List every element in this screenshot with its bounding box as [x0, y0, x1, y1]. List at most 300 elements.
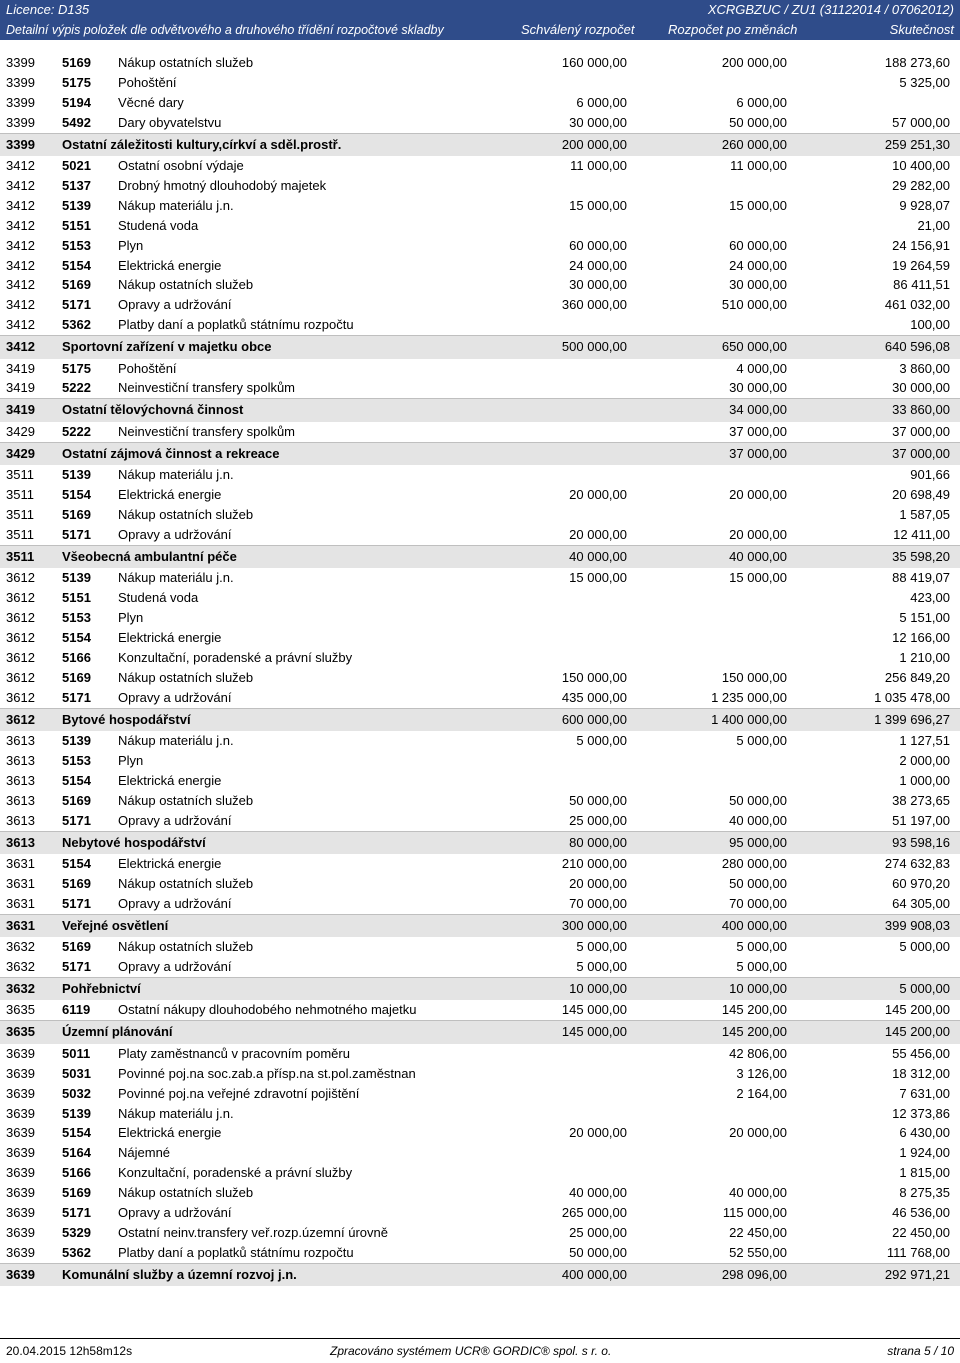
- budget-after-changes-cell: 260 000,00: [721, 136, 787, 152]
- actual-cell: 5 000,00: [899, 939, 950, 955]
- actual-cell: 35 598,20: [892, 548, 950, 564]
- column-header-after-changes: Rozpočet po změnách: [668, 22, 798, 37]
- print-date: 20.04.2015 12h58m12s: [6, 1344, 133, 1358]
- item-name-cell: Nákup ostatních služeb: [118, 507, 254, 523]
- paragraf-cell: 3412: [6, 197, 35, 213]
- item-name-cell: Ostatní osobní výdaje: [118, 158, 244, 174]
- polozka-cell: 5171: [62, 959, 91, 975]
- actual-cell: 64 305,00: [892, 895, 950, 911]
- paragraf-cell: 3639: [6, 1165, 35, 1181]
- table-row: [0, 1084, 960, 1104]
- polozka-cell: 5169: [62, 1185, 91, 1201]
- polozka-cell: 5175: [62, 74, 91, 90]
- budget-after-changes-cell: 298 096,00: [721, 1266, 787, 1282]
- polozka-cell: 5171: [62, 526, 91, 542]
- actual-cell: 2 000,00: [899, 752, 950, 768]
- item-name-cell: Nákup materiálu j.n.: [118, 197, 234, 213]
- paragraf-cell: 3613: [6, 792, 35, 808]
- paragraf-cell: 3632: [6, 959, 35, 975]
- item-name-cell: Opravy a udržování: [118, 689, 232, 705]
- polozka-cell: 5362: [62, 1244, 91, 1260]
- actual-cell: 399 908,03: [884, 917, 950, 933]
- item-name-cell: Elektrická energie: [118, 257, 222, 273]
- budget-after-changes-cell: 6 000,00: [736, 94, 787, 110]
- table-row: [0, 1143, 960, 1163]
- item-name-cell: Platby daní a poplatků státnímu rozpočtu: [118, 1244, 354, 1260]
- polozka-cell: 5021: [62, 158, 91, 174]
- polozka-cell: 5139: [62, 1105, 91, 1121]
- subtotal-row: [0, 708, 960, 732]
- actual-cell: 5 000,00: [899, 980, 950, 996]
- item-name-cell: Plyn: [118, 610, 144, 626]
- item-name-cell: Nákup ostatních služeb: [118, 1185, 254, 1201]
- table-row: [0, 505, 960, 525]
- polozka-cell: 5362: [62, 317, 91, 333]
- approved-budget-cell: 20 000,00: [569, 875, 627, 891]
- actual-cell: 37 000,00: [892, 423, 950, 439]
- budget-after-changes-cell: 10 000,00: [729, 980, 787, 996]
- report-footer: [0, 1338, 960, 1363]
- paragraf-cell: 3412: [6, 339, 35, 355]
- paragraf-cell: 3639: [6, 1185, 35, 1201]
- actual-cell: 256 849,20: [884, 669, 950, 685]
- actual-cell: 86 411,51: [893, 277, 950, 293]
- actual-cell: 9 928,07: [899, 197, 950, 213]
- item-name-cell: Konzultační, poradenské a právní služby: [118, 1165, 353, 1181]
- actual-cell: 30 000,00: [892, 380, 950, 396]
- actual-cell: 51 197,00: [892, 812, 950, 828]
- paragraf-cell: 3639: [6, 1065, 35, 1081]
- actual-cell: 7 631,00: [899, 1085, 950, 1101]
- paragraf-cell: 3419: [6, 380, 35, 396]
- polozka-cell: 5154: [62, 629, 91, 645]
- polozka-cell: 5169: [62, 875, 91, 891]
- actual-cell: 461 032,00: [884, 297, 950, 313]
- budget-after-changes-cell: 5 000,00: [736, 733, 787, 749]
- polozka-cell: 5139: [62, 197, 91, 213]
- item-name-cell: Nákup ostatních služeb: [118, 792, 254, 808]
- table-row: [0, 113, 960, 133]
- subtotal-row: [0, 831, 960, 855]
- polozka-cell: 5222: [62, 380, 91, 396]
- paragraf-cell: 3419: [6, 360, 35, 376]
- table-row: [0, 568, 960, 588]
- budget-after-changes-cell: 4 000,00: [736, 360, 787, 376]
- document-id: XCRGBZUC / ZU1 (31122014 / 07062012): [707, 2, 954, 17]
- actual-cell: 10 400,00: [892, 158, 950, 174]
- item-name-cell: Studená voda: [118, 590, 199, 606]
- item-name-cell: Veřejné osvětlení: [62, 917, 169, 933]
- item-name-cell: Všeobecná ambulantní péče: [62, 548, 237, 564]
- polozka-cell: 5154: [62, 1125, 91, 1141]
- item-name-cell: Ostatní zájmová činnost a rekreace: [62, 445, 280, 461]
- item-name-cell: Ostatní záležitosti kultury,církví a sděl.prostř.: [62, 136, 342, 152]
- item-name-cell: Pohoštění: [118, 360, 177, 376]
- approved-budget-cell: 300 000,00: [561, 917, 627, 933]
- polozka-cell: 5166: [62, 649, 91, 665]
- approved-budget-cell: 20 000,00: [569, 526, 627, 542]
- table-row: [0, 771, 960, 791]
- paragraf-cell: 3635: [6, 1002, 35, 1018]
- item-name-cell: Opravy a udržování: [118, 895, 232, 911]
- table-row: [0, 359, 960, 379]
- budget-after-changes-cell: 1 400 000,00: [711, 711, 787, 727]
- item-name-cell: Opravy a udržování: [118, 297, 232, 313]
- actual-cell: 1 210,00: [899, 649, 950, 665]
- table-row: [0, 1044, 960, 1064]
- actual-cell: 145 200,00: [884, 1002, 950, 1018]
- polozka-cell: 5154: [62, 487, 91, 503]
- item-name-cell: Nákup ostatních služeb: [118, 277, 254, 293]
- polozka-cell: 5151: [62, 217, 91, 233]
- paragraf-cell: 3511: [6, 487, 34, 503]
- actual-cell: 292 971,21: [884, 1266, 950, 1282]
- polozka-cell: 5153: [62, 752, 91, 768]
- polozka-cell: 5329: [62, 1224, 91, 1240]
- actual-cell: 3 860,00: [899, 360, 950, 376]
- paragraf-cell: 3399: [6, 74, 35, 90]
- polozka-cell: 5194: [62, 94, 91, 110]
- budget-after-changes-cell: 40 000,00: [729, 812, 787, 828]
- actual-cell: 8 275,35: [899, 1185, 950, 1201]
- paragraf-cell: 3613: [6, 752, 35, 768]
- budget-after-changes-cell: 650 000,00: [721, 339, 787, 355]
- budget-after-changes-cell: 50 000,00: [729, 114, 787, 130]
- paragraf-cell: 3613: [6, 733, 35, 749]
- actual-cell: 1 127,51: [899, 733, 950, 749]
- item-name-cell: Opravy a udržování: [118, 959, 232, 975]
- subtotal-row: [0, 914, 960, 938]
- paragraf-cell: 3613: [6, 772, 35, 788]
- polozka-cell: 5137: [62, 177, 91, 193]
- paragraf-cell: 3639: [6, 1045, 35, 1061]
- budget-after-changes-cell: 60 000,00: [729, 237, 787, 253]
- paragraf-cell: 3412: [6, 277, 35, 293]
- approved-budget-cell: 50 000,00: [569, 1244, 627, 1260]
- item-name-cell: Sportovní zařízení v majetku obce: [62, 339, 272, 355]
- approved-budget-cell: 150 000,00: [561, 669, 627, 685]
- actual-cell: 1 924,00: [899, 1145, 950, 1161]
- actual-cell: 55 456,00: [892, 1045, 950, 1061]
- budget-after-changes-cell: 95 000,00: [729, 834, 787, 850]
- paragraf-cell: 3635: [6, 1024, 35, 1040]
- budget-after-changes-cell: 24 000,00: [729, 257, 787, 273]
- approved-budget-cell: 40 000,00: [569, 548, 627, 564]
- table-row: [0, 216, 960, 236]
- paragraf-cell: 3639: [6, 1105, 35, 1121]
- table-row: [0, 731, 960, 751]
- polozka-cell: 5154: [62, 856, 91, 871]
- actual-cell: 57 000,00: [892, 114, 950, 130]
- item-name-cell: Nákup materiálu j.n.: [118, 570, 234, 586]
- item-name-cell: Drobný hmotný dlouhodobý majetek: [118, 177, 327, 193]
- item-name-cell: Nákup materiálu j.n.: [118, 733, 234, 749]
- polozka-cell: 5222: [62, 423, 91, 439]
- budget-after-changes-cell: 40 000,00: [729, 1185, 787, 1201]
- actual-cell: 37 000,00: [892, 445, 950, 461]
- subtotal-row: [0, 1263, 960, 1287]
- polozka-cell: 5171: [62, 812, 91, 828]
- polozka-cell: 5169: [62, 55, 91, 70]
- actual-cell: 1 815,00: [899, 1165, 950, 1181]
- approved-budget-cell: 265 000,00: [561, 1204, 627, 1220]
- paragraf-cell: 3639: [6, 1244, 35, 1260]
- approved-budget-cell: 600 000,00: [561, 711, 627, 727]
- item-name-cell: Pohoštění: [118, 74, 177, 90]
- table-row: [0, 957, 960, 977]
- item-name-cell: Nákup ostatních služeb: [118, 669, 254, 685]
- licence-label: Licence: D135: [6, 2, 90, 17]
- paragraf-cell: 3612: [6, 570, 35, 586]
- table-row: [0, 648, 960, 668]
- approved-budget-cell: 40 000,00: [569, 1185, 627, 1201]
- polozka-cell: 5139: [62, 467, 91, 483]
- paragraf-cell: 3412: [6, 297, 35, 313]
- table-row: [0, 1183, 960, 1203]
- budget-after-changes-cell: 52 550,00: [729, 1244, 787, 1260]
- polozka-cell: 5171: [62, 689, 91, 705]
- actual-cell: 274 632,83: [884, 856, 950, 871]
- subtotal-row: [0, 545, 960, 569]
- paragraf-cell: 3399: [6, 114, 35, 130]
- item-name-cell: Studená voda: [118, 217, 199, 233]
- actual-cell: 6 430,00: [899, 1125, 950, 1141]
- approved-budget-cell: 80 000,00: [569, 834, 627, 850]
- actual-cell: 111 768,00: [886, 1244, 950, 1260]
- budget-after-changes-cell: 5 000,00: [736, 959, 787, 975]
- budget-after-changes-cell: 30 000,00: [729, 277, 787, 293]
- actual-cell: 100,00: [910, 317, 950, 333]
- table-row: [0, 937, 960, 957]
- item-name-cell: Nájemné: [118, 1145, 171, 1161]
- paragraf-cell: 3613: [6, 834, 35, 850]
- item-name-cell: Elektrická energie: [118, 856, 222, 871]
- table-row: [0, 156, 960, 176]
- item-name-cell: Platy zaměstnanců v pracovním poměru: [118, 1045, 350, 1061]
- item-name-cell: Neinvestiční transfery spolkům: [118, 380, 296, 396]
- polozka-cell: 5153: [62, 610, 91, 626]
- approved-budget-cell: 15 000,00: [569, 570, 627, 586]
- actual-cell: 29 282,00: [892, 177, 950, 193]
- item-name-cell: Komunální služby a územní rozvoj j.n.: [62, 1266, 297, 1282]
- actual-cell: 22 450,00: [892, 1224, 950, 1240]
- paragraf-cell: 3412: [6, 158, 35, 174]
- item-name-cell: Neinvestiční transfery spolkům: [118, 423, 296, 439]
- polozka-cell: 5169: [62, 669, 91, 685]
- approved-budget-cell: 70 000,00: [569, 895, 627, 911]
- table-row: [0, 295, 960, 315]
- item-name-cell: Plyn: [118, 752, 144, 768]
- polozka-cell: 5169: [62, 507, 91, 523]
- paragraf-cell: 3399: [6, 136, 35, 152]
- table-row: [0, 874, 960, 894]
- paragraf-cell: 3612: [6, 649, 35, 665]
- paragraf-cell: 3613: [6, 812, 35, 828]
- table-row: [0, 791, 960, 811]
- report-description: Detailní výpis položek dle odvětvového a druhového třídění rozpočtové skladby: [6, 23, 444, 37]
- polozka-cell: 5164: [62, 1145, 91, 1161]
- budget-after-changes-cell: 145 200,00: [721, 1024, 787, 1040]
- item-name-cell: Pohřebnictví: [62, 980, 141, 996]
- actual-cell: 46 536,00: [892, 1204, 950, 1220]
- paragraf-cell: 3511: [6, 526, 34, 542]
- actual-cell: 901,66: [910, 467, 950, 483]
- paragraf-cell: 3612: [6, 590, 35, 606]
- budget-after-changes-cell: 15 000,00: [729, 570, 787, 586]
- actual-cell: 33 860,00: [892, 402, 950, 418]
- approved-budget-cell: 145 000,00: [561, 1024, 627, 1040]
- item-name-cell: Nákup materiálu j.n.: [118, 467, 234, 483]
- budget-after-changes-cell: 1 235 000,00: [711, 689, 787, 705]
- actual-cell: 88 419,07: [892, 570, 950, 586]
- table-row: [0, 525, 960, 545]
- actual-cell: 20 698,49: [892, 487, 950, 503]
- table-row: [0, 894, 960, 914]
- actual-cell: 640 596,08: [884, 339, 950, 355]
- paragraf-cell: 3412: [6, 317, 35, 333]
- approved-budget-cell: 210 000,00: [561, 856, 627, 871]
- paragraf-cell: 3612: [6, 711, 35, 727]
- column-header-actual: Skutečnost: [889, 22, 954, 37]
- item-name-cell: Elektrická energie: [118, 629, 222, 645]
- item-name-cell: Ostatní neinv.transfery veř.rozp.územní úrovně: [118, 1224, 388, 1240]
- budget-after-changes-cell: 30 000,00: [729, 380, 787, 396]
- subtotal-row: [0, 133, 960, 157]
- actual-cell: 12 166,00: [892, 629, 950, 645]
- paragraf-cell: 3639: [6, 1204, 35, 1220]
- paragraf-cell: 3631: [6, 895, 35, 911]
- approved-budget-cell: 5 000,00: [576, 959, 627, 975]
- approved-budget-cell: 30 000,00: [569, 114, 627, 130]
- budget-after-changes-cell: 150 000,00: [721, 669, 787, 685]
- table-row: [0, 465, 960, 485]
- polozka-cell: 5151: [62, 590, 91, 606]
- paragraf-cell: 3612: [6, 629, 35, 645]
- table-row: [0, 608, 960, 628]
- table-row: [0, 1064, 960, 1084]
- budget-after-changes-cell: 115 000,00: [722, 1204, 787, 1220]
- paragraf-cell: 3632: [6, 939, 35, 955]
- paragraf-cell: 3511: [6, 507, 34, 523]
- approved-budget-cell: 435 000,00: [561, 689, 627, 705]
- actual-cell: 1 035 478,00: [874, 689, 950, 705]
- actual-cell: 259 251,30: [884, 136, 950, 152]
- paragraf-cell: 3412: [6, 237, 35, 253]
- polozka-cell: 5171: [62, 297, 91, 313]
- table-row: [0, 196, 960, 216]
- budget-after-changes-cell: 280 000,00: [721, 856, 787, 871]
- paragraf-cell: 3639: [6, 1224, 35, 1240]
- approved-budget-cell: 15 000,00: [569, 197, 627, 213]
- paragraf-cell: 3639: [6, 1085, 35, 1101]
- actual-cell: 188 273,60: [884, 55, 950, 70]
- approved-budget-cell: 400 000,00: [561, 1266, 627, 1282]
- paragraf-cell: 3612: [6, 689, 35, 705]
- approved-budget-cell: 5 000,00: [576, 939, 627, 955]
- approved-budget-cell: 145 000,00: [561, 1002, 627, 1018]
- paragraf-cell: 3639: [6, 1266, 35, 1282]
- item-name-cell: Elektrická energie: [118, 487, 222, 503]
- table-row: [0, 1163, 960, 1183]
- budget-after-changes-cell: 15 000,00: [729, 197, 787, 213]
- budget-after-changes-cell: 37 000,00: [729, 423, 787, 439]
- system-credit: Zpracováno systémem UCR® GORDIC® spol. s r. o.: [330, 1344, 612, 1358]
- polozka-cell: 5153: [62, 237, 91, 253]
- paragraf-cell: 3612: [6, 610, 35, 626]
- budget-after-changes-cell: 22 450,00: [729, 1224, 787, 1240]
- actual-cell: 12 373,86: [892, 1105, 950, 1121]
- budget-after-changes-cell: 145 200,00: [721, 1002, 787, 1018]
- table-row: [0, 53, 960, 73]
- table-row: [0, 1104, 960, 1124]
- paragraf-cell: 3631: [6, 875, 35, 891]
- item-name-cell: Ostatní tělovýchovná činnost: [62, 402, 244, 418]
- item-name-cell: Dary obyvatelstvu: [118, 114, 222, 130]
- paragraf-cell: 3511: [6, 467, 34, 483]
- approved-budget-cell: 160 000,00: [561, 55, 627, 70]
- item-name-cell: Elektrická energie: [118, 1125, 222, 1141]
- table-row: [0, 1123, 960, 1143]
- polozka-cell: 5175: [62, 360, 91, 376]
- polozka-cell: 5171: [62, 895, 91, 911]
- polozka-cell: 6119: [62, 1002, 91, 1018]
- actual-cell: 1 587,05: [899, 507, 950, 523]
- item-name-cell: Elektrická energie: [118, 772, 222, 788]
- table-row: [0, 73, 960, 93]
- approved-budget-cell: 5 000,00: [576, 733, 627, 749]
- item-name-cell: Územní plánování: [62, 1024, 173, 1040]
- table-row: [0, 378, 960, 398]
- table-row: [0, 628, 960, 648]
- polozka-cell: 5154: [62, 257, 91, 273]
- item-name-cell: Opravy a udržování: [118, 1204, 232, 1220]
- paragraf-cell: 3631: [6, 856, 35, 871]
- table-row: [0, 315, 960, 335]
- paragraf-cell: 3612: [6, 669, 35, 685]
- table-row: [0, 275, 960, 295]
- table-row: [0, 1223, 960, 1243]
- table-row: [0, 236, 960, 256]
- item-name-cell: Opravy a udržování: [118, 812, 232, 828]
- table-row: [0, 1203, 960, 1223]
- polozka-cell: 5139: [62, 570, 91, 586]
- approved-budget-cell: 30 000,00: [569, 277, 627, 293]
- approved-budget-cell: 20 000,00: [569, 487, 627, 503]
- subtotal-row: [0, 442, 960, 466]
- budget-after-changes-cell: 11 000,00: [730, 158, 787, 174]
- item-name-cell: Plyn: [118, 237, 144, 253]
- table-row: [0, 588, 960, 608]
- approved-budget-cell: 60 000,00: [569, 237, 627, 253]
- polozka-cell: 5011: [62, 1045, 91, 1061]
- item-name-cell: Nákup ostatních služeb: [118, 875, 254, 891]
- polozka-cell: 5166: [62, 1165, 91, 1181]
- item-name-cell: Opravy a udržování: [118, 526, 232, 542]
- budget-after-changes-cell: 200 000,00: [721, 55, 787, 70]
- budget-table: [0, 53, 960, 1286]
- approved-budget-cell: 10 000,00: [569, 980, 627, 996]
- paragraf-cell: 3419: [6, 402, 35, 418]
- actual-cell: 18 312,00: [892, 1065, 950, 1081]
- budget-after-changes-cell: 400 000,00: [721, 917, 787, 933]
- budget-after-changes-cell: 5 000,00: [736, 939, 787, 955]
- actual-cell: 19 264,59: [892, 257, 950, 273]
- approved-budget-cell: 500 000,00: [561, 339, 627, 355]
- paragraf-cell: 3412: [6, 257, 35, 273]
- paragraf-cell: 3412: [6, 177, 35, 193]
- item-name-cell: Bytové hospodářství: [62, 711, 191, 727]
- paragraf-cell: 3639: [6, 1145, 35, 1161]
